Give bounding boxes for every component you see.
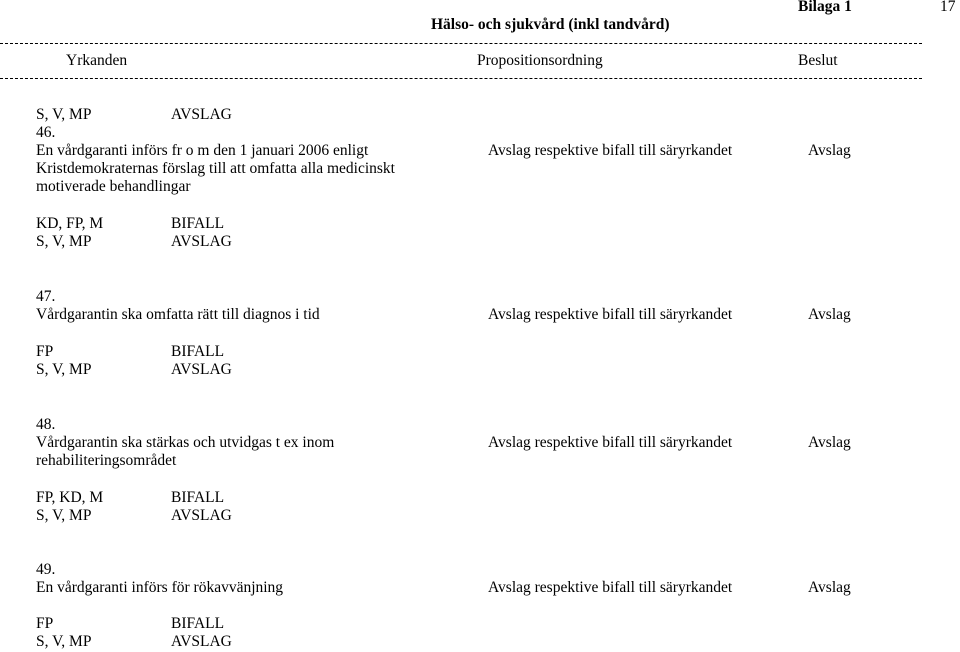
vote-party: S, V, MP [36,507,92,524]
vote-row [36,615,436,633]
proposal-text: Avslag respektive bifall till säryrkandet [488,434,733,451]
vote-row [36,106,436,124]
item-number: 47. [36,288,56,305]
vote-row [36,507,436,525]
vote-row [36,233,436,251]
vote-result: AVSLAG [171,361,232,378]
vote-party: KD, FP, M [36,215,104,232]
vote-result: AVSLAG [171,507,232,524]
item-number: 46. [36,124,56,141]
vote-result: BIFALL [171,343,225,360]
motion-text: En vårdgaranti införs fr o m den 1 januari 2006 enligt Kristdemokraternas förslag till att omfatta alla medicinskt motiverade behandlingar [36,142,395,195]
decision-text: Avslag [808,306,851,323]
vote-party: FP, KD, M [36,489,104,506]
decision-text: Avslag [808,434,851,451]
vote-row [36,633,436,651]
vote-result: AVSLAG [171,106,232,123]
column-header-motion: Yrkanden [66,52,128,69]
column-header-proposal: Propositionsordning [477,52,603,69]
vote-party: S, V, MP [36,233,92,250]
document-title: Hälso- och sjukvård (inkl tandvård) [431,16,670,33]
proposal-text: Avslag respektive bifall till säryrkandet [488,142,733,159]
vote-result: AVSLAG [171,233,232,250]
item-number: 49. [36,561,56,578]
decision-text: Avslag [808,142,851,159]
header-divider-top [0,43,922,44]
decision-text: Avslag [808,579,851,596]
vote-row [36,489,436,507]
vote-row [36,343,436,361]
motion-text: En vårdgaranti införs för rökavvänjning [36,579,284,596]
proposal-text: Avslag respektive bifall till säryrkandet [488,306,733,323]
proposal-text: Avslag respektive bifall till säryrkandet [488,579,733,596]
column-header-decision: Beslut [798,52,838,69]
vote-row [36,215,436,233]
vote-row [36,361,436,379]
vote-party: FP [36,615,54,632]
vote-party: S, V, MP [36,106,92,123]
appendix-label: Bilaga 1 [798,0,852,15]
page-number: 17 [940,0,956,15]
vote-party: S, V, MP [36,361,92,378]
header-divider-bottom [0,78,922,79]
vote-result: BIFALL [171,215,225,232]
motion-text: Vårdgarantin ska stärkas och utvidgas t ex inom rehabiliteringsområdet [36,434,335,469]
vote-party: S, V, MP [36,633,92,650]
item-number: 48. [36,416,56,433]
vote-result: AVSLAG [171,633,232,650]
vote-result: BIFALL [171,489,225,506]
motion-text: Vårdgarantin ska omfatta rätt till diagnos i tid [36,306,320,323]
vote-result: BIFALL [171,615,225,632]
vote-party: FP [36,343,54,360]
